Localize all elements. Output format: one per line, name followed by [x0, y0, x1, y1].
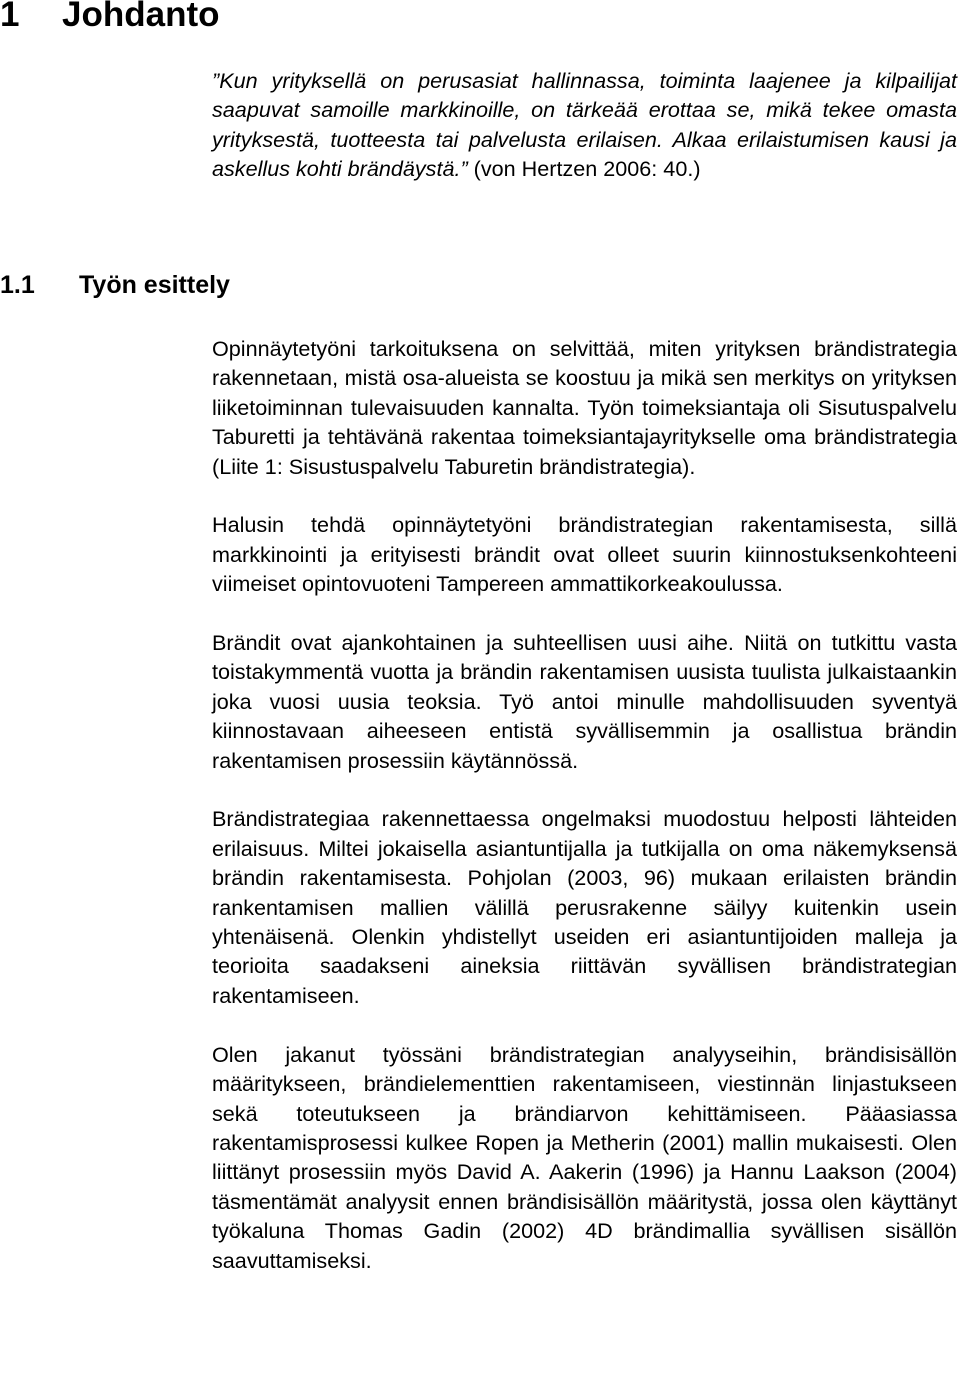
chapter-number: 1 — [0, 0, 20, 34]
chapter-heading — [0, 0, 219, 38]
paragraph-5: Olen jakanut työssäni brändistrategian analyyseihin, brändisisällön määritykseen, brändielementtien rakentamiseen, viestinnän linjastukseen sekä toteutukseen ja brändiarvon kehittämiseen. Pääasiassa rakentamisprosessi kulkee Ropen ja Metherin (2001) mallin mukaisesti. Olen liittänyt prosessiin myös David A. Aakerin (1996) ja Hannu Laakson (2004) täsmentämät analyysit ennen brändisisällön määritystä, jossa olen käyttänyt työkaluna Thomas Gadin (2002) 4D brändimallia syvällisen sisällön saavuttamiseksi. — [212, 1041, 957, 1273]
chapter-title: Johdanto — [62, 0, 220, 34]
epigraph-quote — [212, 66, 957, 184]
paragraph-3: Brändit ovat ajankohtainen ja suhteellisen uusi aihe. Niitä on tutkittu vasta toistakymmentä vuotta ja brändin rakentamisen uusista tuulista julkaistaankin joka vuosi uusia teoksia. Työ antoi minulle mahdollisuuden syventyä kiinnostavaan aiheeseen entistä syvällisemmin ja osallistua brändin rakentamisen prosessiin käytännössä. — [212, 630, 957, 773]
section-title: Työn esittely — [79, 271, 230, 299]
quote-citation: (von Hertzen 2006: 40.) — [467, 156, 701, 182]
section-heading — [0, 268, 230, 302]
paragraph-4: Brändistrategiaa rakennettaessa ongelmaksi muodostuu helposti lähteiden erilaisuus. Miltei jokaisella asiantuntijalla ja tutkijalla on oma näkemyksensä brändin rakentamisesta. Pohjolan (2003, 96) mukaan erilaisten brändin rankentamisen mallien välillä perusrakenne säilyy kuitenkin usein yhtenäisenä. Olenkin yhdistellyt useiden eri asiantuntijoiden malleja ja teorioita saadakseni aineksia riittävän syvällisen brändistrategian rakentamiseen. — [212, 806, 957, 1008]
paragraph-2: Halusin tehdä opinnäytetyöni brändistrategian rakentamisesta, sillä markkinointi ja erityisesti brändit ovat olleet suurin kiinnostuksenkohteeni viimeiset opintovuoteni Tampereen ammattikorkeakoulussa. — [212, 512, 957, 597]
quote-text: ”Kun yrityksellä on perusasiat hallinnassa, toiminta laajenee ja kilpailijat saapuvat samoille markkinoille, on tärkeää erottaa se, mikä tekee omasta yrityksestä, tuotteesta tai palvelusta erilaisen. Alkaa erilaistumisen kausi ja askellus kohti brändäystä.” — [212, 68, 957, 182]
section-number: 1.1 — [0, 271, 35, 299]
paragraph-1: Opinnäytetyöni tarkoituksena on selvittää, miten yrityksen brändistrategia rakennetaan, mistä osa-alueista se koostuu ja mikä sen merkitys on yrityksen liiketoiminnan tulevaisuuden kannalta. Työn toimeksiantaja oli Sisutuspalvelu Taburetti ja tehtävänä rakentaa toimeksiantajayritykselle oma brändistrategia (Liite 1: Sisustuspalvelu Taburetin brändistrategia). — [212, 336, 957, 479]
section-body — [212, 334, 957, 1275]
